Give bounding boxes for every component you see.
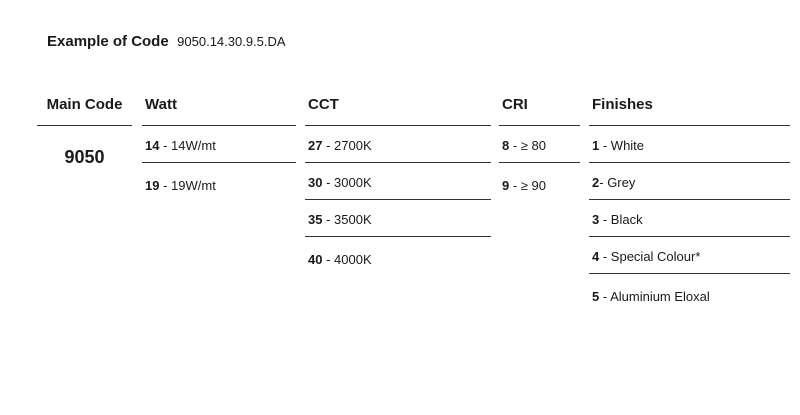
cri-header: CRI <box>499 96 580 126</box>
main-code-value: 9050 <box>64 147 105 167</box>
watt-row <box>142 163 296 203</box>
finishes-row <box>589 237 790 274</box>
option-code: 14 <box>145 138 160 153</box>
finishes-header: Finishes <box>589 96 790 126</box>
option-separator: - <box>599 175 608 190</box>
cri-row <box>499 126 580 163</box>
option-code: 4 <box>592 249 600 264</box>
option-value: 4000K <box>334 252 372 267</box>
option-separator: - <box>509 178 521 193</box>
main-code-header: Main Code <box>37 96 132 126</box>
option-separator: - <box>322 212 335 227</box>
option-value: 3500K <box>334 212 372 227</box>
finishes-row <box>589 126 790 163</box>
option-separator: - <box>509 138 521 153</box>
option-separator: - <box>599 249 611 264</box>
option-value: 2700K <box>334 138 372 153</box>
option-code: 30 <box>308 175 323 190</box>
option-separator: - <box>599 138 611 153</box>
option-value: 3000K <box>334 175 372 190</box>
cct-row <box>305 126 491 163</box>
code-example-label: Example of Code <box>47 33 169 50</box>
option-separator: - <box>599 212 611 227</box>
option-value: ≥ 90 <box>520 178 547 193</box>
option-value: White <box>610 138 645 153</box>
option-code: 27 <box>308 138 323 153</box>
cct-row <box>305 163 491 200</box>
option-value: 19W/mt <box>171 178 216 193</box>
cct-column <box>305 96 491 277</box>
option-value: 14W/mt <box>171 138 216 153</box>
option-code: 2 <box>592 175 600 190</box>
option-separator: - <box>599 289 611 304</box>
finishes-row <box>589 200 790 237</box>
cri-column <box>499 96 580 203</box>
cri-row <box>499 163 580 203</box>
code-example-value: 9050.14.30.9.5.DA <box>177 34 286 49</box>
option-code: 35 <box>308 212 323 227</box>
main-code-column <box>37 96 132 168</box>
cct-row <box>305 200 491 237</box>
option-code: 19 <box>145 178 160 193</box>
option-separator: - <box>322 175 335 190</box>
option-code: 5 <box>592 289 600 304</box>
option-value: ≥ 80 <box>520 138 547 153</box>
option-code: 3 <box>592 212 600 227</box>
finishes-column <box>589 96 790 314</box>
option-code: 8 <box>502 138 510 153</box>
option-separator: - <box>159 138 172 153</box>
option-value: Grey <box>607 175 636 190</box>
watt-column <box>142 96 296 203</box>
cct-row <box>305 237 491 277</box>
cct-header: CCT <box>305 96 491 126</box>
option-separator: - <box>322 138 335 153</box>
option-value: Aluminium Eloxal <box>610 289 710 304</box>
finishes-row <box>589 274 790 314</box>
option-code: 40 <box>308 252 323 267</box>
option-code: 9 <box>502 178 510 193</box>
watt-header: Watt <box>142 96 296 126</box>
option-separator: - <box>159 178 172 193</box>
watt-row <box>142 126 296 163</box>
finishes-row <box>589 163 790 200</box>
option-code: 1 <box>592 138 600 153</box>
code-example <box>47 33 286 51</box>
option-value: Special Colour* <box>610 249 701 264</box>
option-separator: - <box>322 252 335 267</box>
option-value: Black <box>610 212 643 227</box>
